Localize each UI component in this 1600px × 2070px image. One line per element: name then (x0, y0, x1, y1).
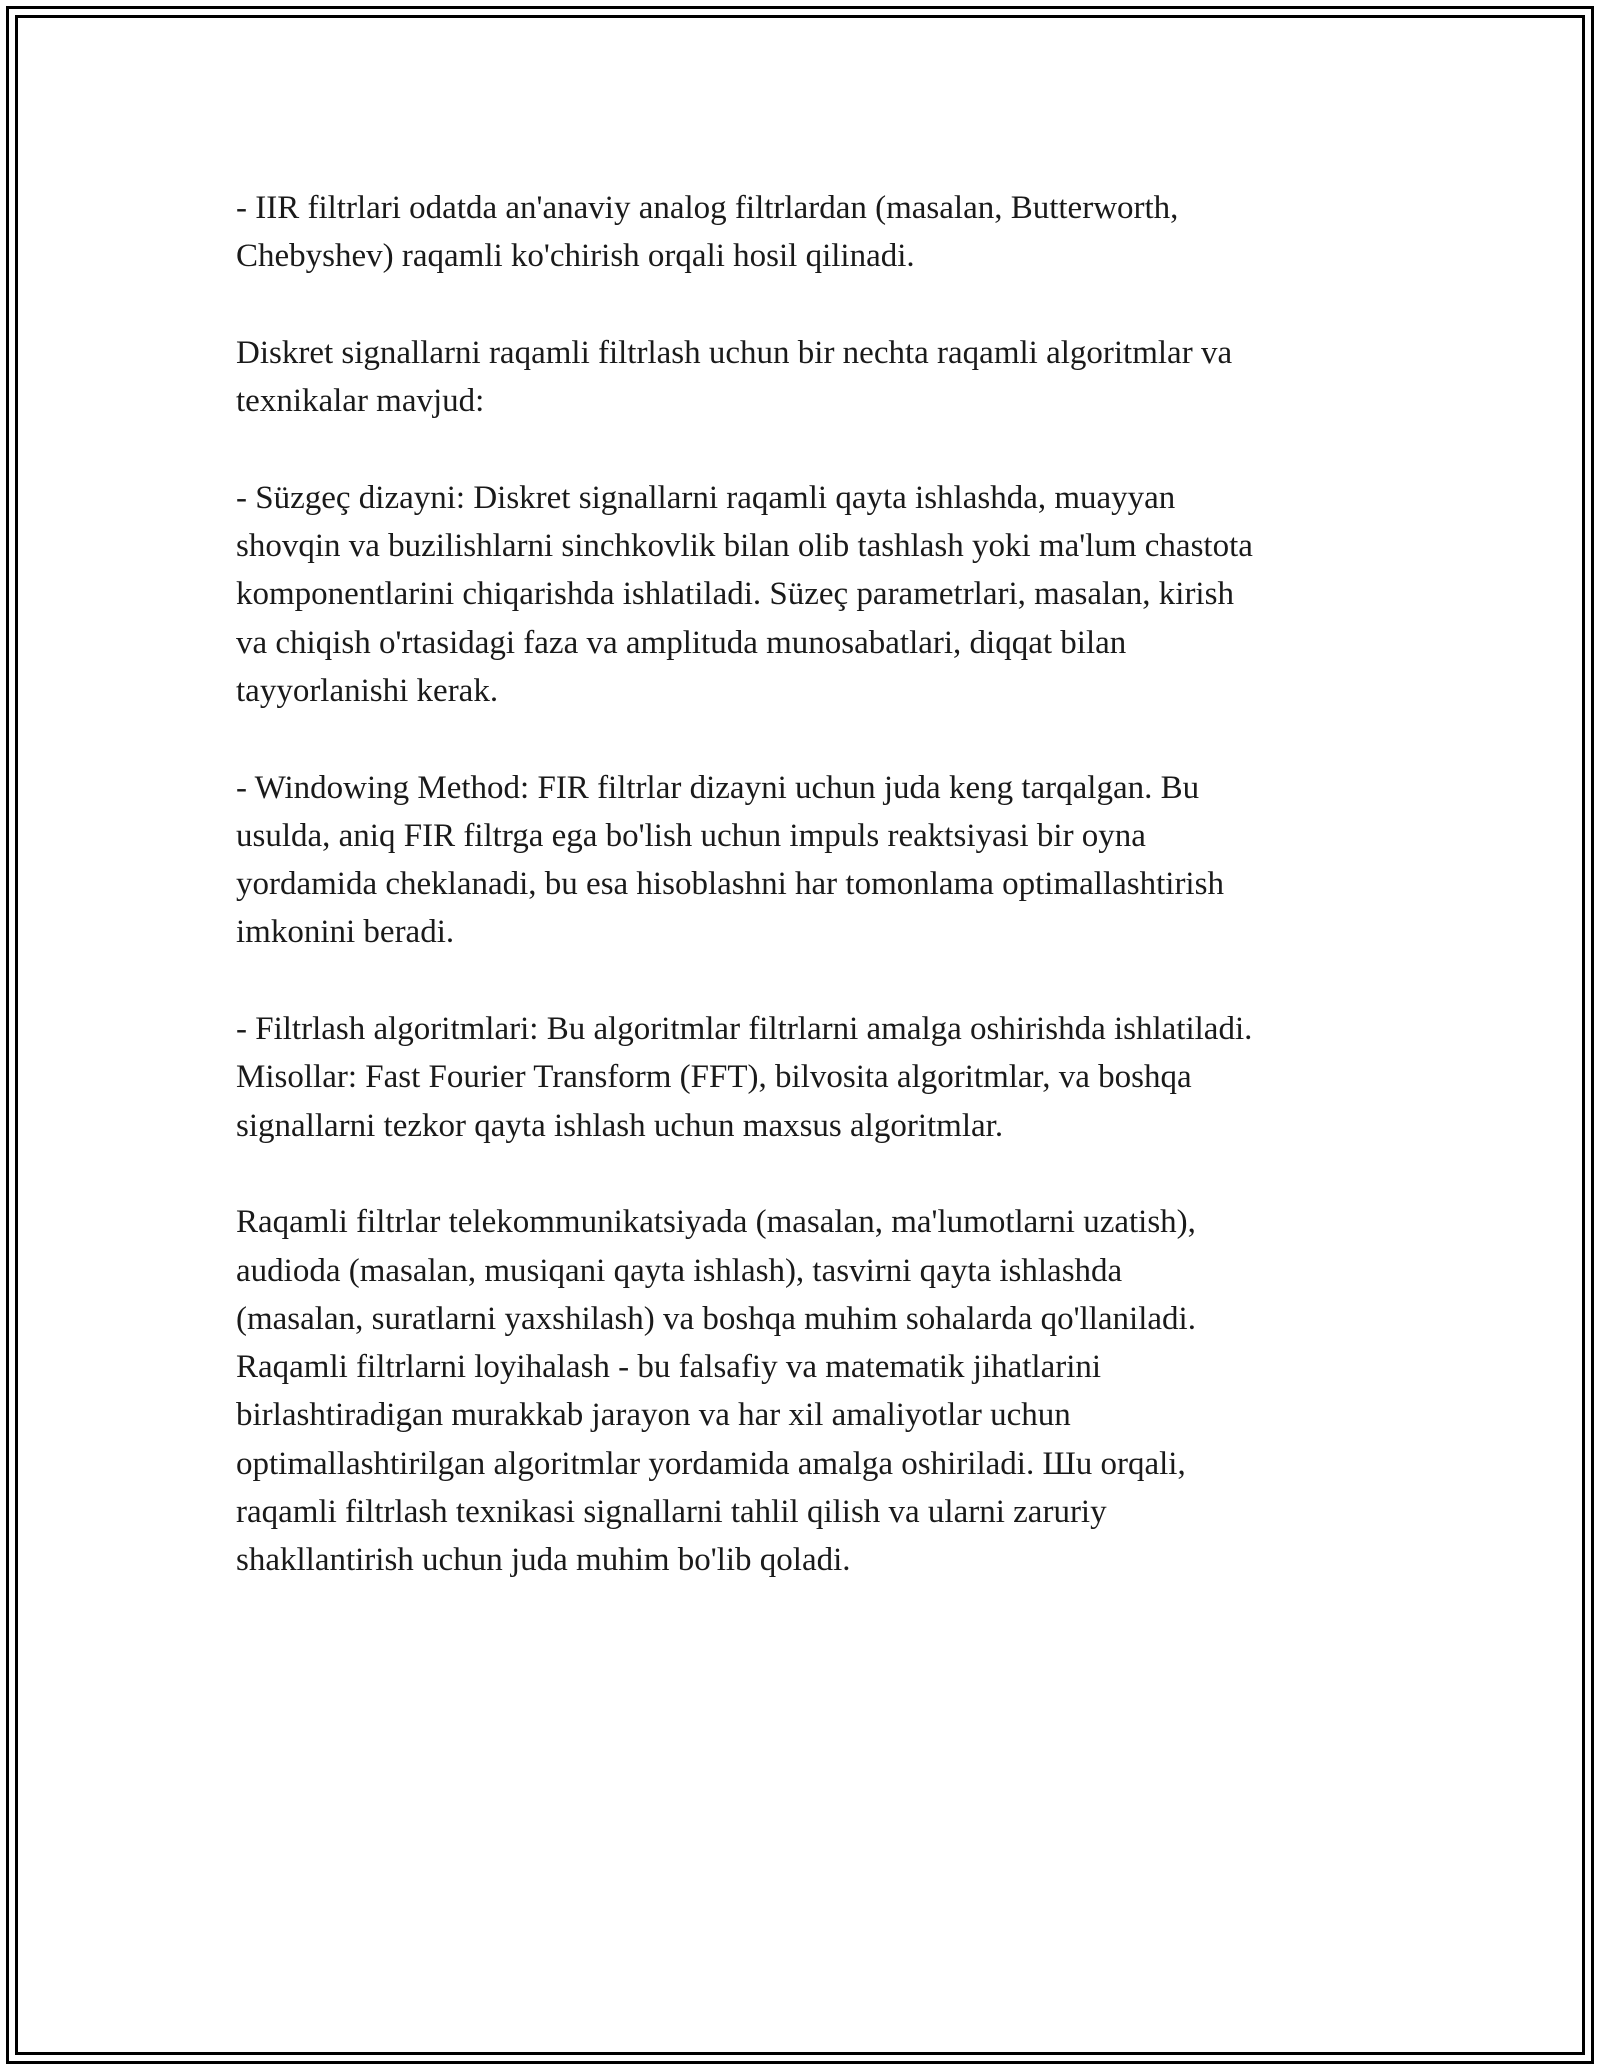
text-line: imkonini beradi. (236, 914, 455, 951)
text-line: (masalan, suratlarni yaxshilash) va boshqa muhim sohalarda qo'llaniladi. (236, 1300, 1196, 1337)
text-line: audioda (masalan, musiqani qayta ishlash), tasvirni qayta ishlashda (236, 1252, 1123, 1289)
text-line: Raqamli filtrlar telekommunikatsiyada (masalan, ma'lumotlarni uzatish), (236, 1204, 1196, 1241)
text-line: signallarni tezkor qayta ishlash uchun maxsus algoritmlar. (236, 1107, 1004, 1144)
text-line: optimallashtirilgan algoritmlar yordamida amalga oshiriladi. Шu orqali, (236, 1445, 1186, 1482)
paragraph-iir-filters (236, 184, 1386, 281)
text-line: - Windowing Method: FIR filtrlar dizayni uchun juda keng tarqalgan. Bu (236, 769, 1200, 806)
paragraph-applications (236, 1198, 1386, 1584)
text-line: komponentlarini chiqarishda ishlatiladi. Süzeç parametrlari, masalan, kirish (236, 576, 1234, 613)
paragraph-filtering-algorithms (236, 1005, 1386, 1150)
text-line: birlashtiradigan murakkab jarayon va har xil amaliyotlar uchun (236, 1397, 1071, 1434)
text-line: shakllantirish uchun juda muhim bo'lib qoladi. (236, 1542, 851, 1579)
text-line: Raqamli filtrlarni loyihalash - bu falsafiy va matematik jihatlarini (236, 1349, 1102, 1386)
text-line: yordamida cheklanadi, bu esa hisoblashni har tomonlama optimallashtirish (236, 866, 1224, 903)
text-line: Diskret signallarni raqamli filtrlash uchun bir nechta raqamli algoritmlar va (236, 334, 1233, 371)
text-line: texnikalar mavjud: (236, 383, 485, 420)
text-line: shovqin va buzilishlarni sinchkovlik bilan olib tashlash yoki ma'lum chastota (236, 528, 1253, 565)
text-line: tayyorlanishi kerak. (236, 672, 499, 709)
document-body (236, 184, 1386, 1633)
paragraph-windowing-method (236, 764, 1386, 957)
text-line: - IIR filtrlari odatda an'anaviy analog filtrlardan (masalan, Butterworth, (236, 190, 1179, 226)
text-line: - Süzgeç dizayni: Diskret signallarni raqamli qayta ishlashda, muayyan (236, 479, 1176, 516)
text-line: - Filtrlash algoritmlari: Bu algoritmlar filtrlarni amalga oshirishda ishlatiladi. (236, 1011, 1253, 1048)
paragraph-intro-algorithms (236, 329, 1386, 426)
text-line: Misollar: Fast Fourier Transform (FFT), bilvosita algoritmlar, va boshqa (236, 1059, 1192, 1096)
text-line: usulda, aniq FIR filtrga ega bo'lish uchun impuls reaktsiyasi bir oyna (236, 817, 1146, 854)
text-line: Chebyshev) raqamli ko'chirish orqali hosil qilinadi. (236, 238, 915, 275)
text-line: raqamli filtrlash texnikasi signallarni tahlil qilish va ularni zaruriy (236, 1494, 1107, 1531)
paragraph-filter-design (236, 474, 1386, 715)
text-line: va chiqish o'rtasidagi faza va amplituda munosabatlari, diqqat bilan (236, 624, 1127, 661)
